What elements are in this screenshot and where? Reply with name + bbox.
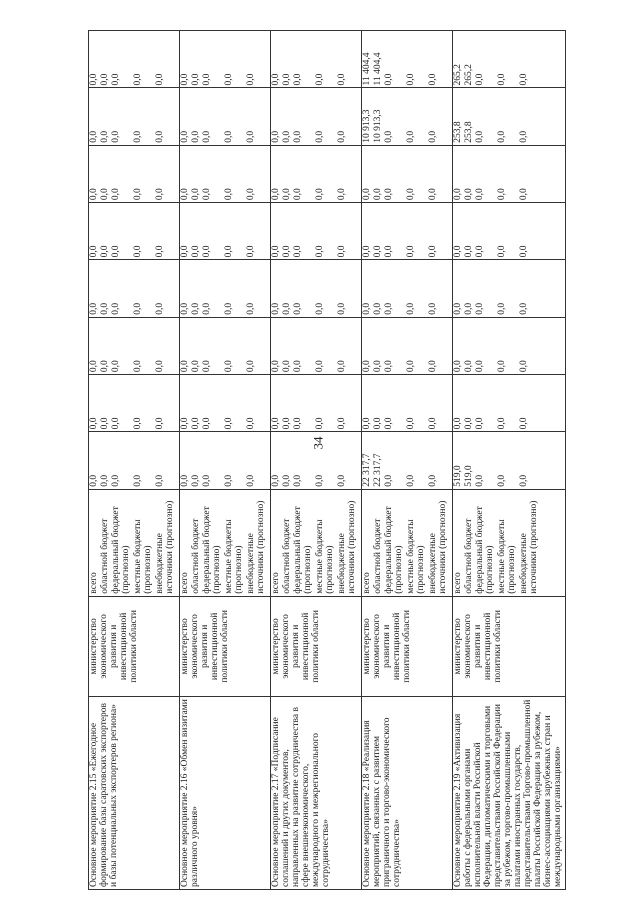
amount-value: 0,0: [282, 302, 292, 315]
amount-cell: [271, 317, 362, 374]
amount-value: 0,0: [111, 73, 121, 86]
amount-value: 0,0: [373, 302, 383, 315]
amount-value: 22 317,7: [362, 453, 372, 487]
funding-sources-cell: [89, 489, 180, 596]
amount-value: 0,0: [475, 474, 485, 487]
amount-value: 0,0: [100, 417, 110, 430]
amount-value: 0,0: [89, 417, 99, 430]
amount-cell: [180, 375, 271, 432]
amount-cell: [362, 31, 453, 88]
measure-name-cell: Основное мероприятие 2.19 «Активизация работы с федеральными органами исполнительной власти Российской Федерации, дипломатическими и торговыми представительствами Российской Федерации за рубежом, торгово-промышленными палатами иностранных государств, представительствами Торгово-промышленной палаты Российской Федерации за рубежом, бизнес-ассоциациями зарубежных стран и международными организациями»: [453, 697, 566, 890]
amount-cell: [180, 260, 271, 317]
amount-value: 0,0: [155, 245, 165, 258]
amount-value: 0,0: [519, 474, 529, 487]
amount-value: 0,0: [475, 245, 485, 258]
amount-cell: [453, 88, 566, 145]
page-number: 34: [310, 436, 326, 450]
amount-value: 0,0: [497, 73, 507, 86]
amount-value: 0,0: [133, 130, 143, 143]
amount-value: 0,0: [337, 130, 347, 143]
amount-value: 0,0: [475, 188, 485, 201]
amount-value: 0,0: [428, 360, 438, 373]
amount-value: 0,0: [224, 302, 234, 315]
amount-value: 0,0: [133, 188, 143, 201]
amount-value: 0,0: [497, 360, 507, 373]
amount-value: 0,0: [464, 245, 474, 258]
amount-value: 0,0: [475, 302, 485, 315]
funding-source-label: федеральный бюджет (прогнозно): [202, 506, 222, 594]
amount-value: 0,0: [497, 302, 507, 315]
amount-value: 0,0: [111, 360, 121, 373]
amount-value: 0,0: [246, 73, 256, 86]
amount-value: 0,0: [224, 245, 234, 258]
amount-value: 0,0: [497, 130, 507, 143]
amount-value: 0,0: [111, 188, 121, 201]
amount-value: 0,0: [384, 474, 394, 487]
funding-source-label: всего: [180, 572, 190, 594]
amount-value: 0,0: [406, 245, 416, 258]
amount-value: 0,0: [202, 360, 212, 373]
amount-cell: [271, 88, 362, 145]
amount-value: 0,0: [337, 302, 347, 315]
amount-value: 0,0: [271, 245, 281, 258]
amount-value: 10 913,3: [373, 109, 383, 143]
amount-value: 0,0: [180, 188, 190, 201]
amount-value: 0,0: [453, 245, 463, 258]
amount-value: 0,0: [384, 73, 394, 86]
amount-value: 0,0: [133, 474, 143, 487]
amount-value: 0,0: [293, 360, 303, 373]
funding-source-label: областной бюджет: [100, 518, 110, 594]
funding-source-label: всего: [362, 572, 372, 594]
amount-value: 0,0: [519, 188, 529, 201]
amount-value: 0,0: [293, 188, 303, 201]
amount-value: 0,0: [191, 245, 201, 258]
measure-name-cell: Основное мероприятие 2.16 «Обмен визитами различного уровня»: [180, 697, 271, 890]
amount-value: 0,0: [246, 474, 256, 487]
amount-value: 0,0: [293, 130, 303, 143]
amount-value: 0,0: [180, 73, 190, 86]
executor-cell: министерство экономического развития и инвестиционной политики области: [180, 596, 271, 696]
amount-value: 0,0: [428, 188, 438, 201]
amount-value: 0,0: [282, 360, 292, 373]
amount-value: 0,0: [428, 130, 438, 143]
amount-value: 0,0: [155, 130, 165, 143]
amount-value: 0,0: [384, 130, 394, 143]
table-row: [271, 31, 362, 890]
amount-value: 0,0: [406, 188, 416, 201]
amount-value: 0,0: [180, 474, 190, 487]
amount-value: 0,0: [337, 474, 347, 487]
amount-value: 0,0: [315, 417, 325, 430]
amount-value: 0,0: [406, 474, 416, 487]
amount-value: 0,0: [315, 188, 325, 201]
amount-value: 0,0: [155, 417, 165, 430]
amount-value: 0,0: [100, 130, 110, 143]
amount-value: 0,0: [133, 360, 143, 373]
amount-value: 253,8: [464, 121, 474, 143]
funding-source-label: местные бюджеты (прогнозно): [315, 519, 335, 594]
amount-value: 0,0: [362, 417, 372, 430]
table-viewport: [88, 30, 618, 890]
funding-source-label: федеральный бюджет (прогнозно): [111, 506, 131, 594]
amount-value: 0,0: [373, 360, 383, 373]
amount-value: 0,0: [428, 245, 438, 258]
amount-value: 0,0: [362, 245, 372, 258]
amount-value: 0,0: [180, 360, 190, 373]
amount-cell: [180, 88, 271, 145]
amount-cell: [180, 317, 271, 374]
amount-cell: [89, 432, 180, 489]
amount-value: 0,0: [271, 73, 281, 86]
amount-value: 0,0: [271, 130, 281, 143]
funding-source-label: областной бюджет: [191, 518, 201, 594]
amount-value: 0,0: [464, 360, 474, 373]
amount-value: 0,0: [337, 188, 347, 201]
amount-value: 0,0: [373, 417, 383, 430]
amount-value: 0,0: [519, 417, 529, 430]
amount-value: 0,0: [293, 474, 303, 487]
amount-value: 0,0: [180, 417, 190, 430]
amount-cell: [453, 317, 566, 374]
amount-value: 0,0: [475, 73, 485, 86]
amount-value: 0,0: [100, 474, 110, 487]
amount-value: 0,0: [191, 73, 201, 86]
amount-value: 0,0: [519, 245, 529, 258]
amount-value: 0,0: [224, 360, 234, 373]
amount-value: 0,0: [453, 417, 463, 430]
amount-value: 0,0: [337, 73, 347, 86]
amount-value: 0,0: [282, 188, 292, 201]
amount-cell: [89, 203, 180, 260]
amount-value: 0,0: [202, 73, 212, 86]
amount-value: 0,0: [111, 245, 121, 258]
table-row: [362, 31, 453, 890]
amount-value: 0,0: [246, 417, 256, 430]
amount-value: 0,0: [406, 302, 416, 315]
funding-source-label: федеральный бюджет (прогнозно): [384, 506, 404, 594]
amount-value: 0,0: [191, 188, 201, 201]
funding-source-label: местные бюджеты (прогнозно): [497, 519, 517, 594]
amount-value: 0,0: [89, 474, 99, 487]
amount-value: 0,0: [497, 245, 507, 258]
amount-value: 0,0: [475, 417, 485, 430]
amount-value: 0,0: [428, 474, 438, 487]
amount-cell: [453, 375, 566, 432]
funding-source-label: всего: [453, 572, 463, 594]
amount-value: 0,0: [282, 130, 292, 143]
amount-value: 0,0: [337, 417, 347, 430]
amount-cell: [362, 375, 453, 432]
amount-value: 0,0: [497, 417, 507, 430]
amount-value: 0,0: [202, 474, 212, 487]
amount-value: 265,2: [464, 64, 474, 86]
amount-value: 0,0: [133, 73, 143, 86]
amount-cell: [89, 88, 180, 145]
amount-value: 0,0: [100, 73, 110, 86]
amount-value: 0,0: [89, 245, 99, 258]
amount-value: 0,0: [497, 188, 507, 201]
amount-value: 0,0: [133, 417, 143, 430]
amount-value: 0,0: [89, 360, 99, 373]
amount-value: 0,0: [89, 73, 99, 86]
amount-value: 0,0: [155, 360, 165, 373]
amount-value: 0,0: [100, 245, 110, 258]
amount-value: 0,0: [111, 417, 121, 430]
amount-value: 0,0: [155, 474, 165, 487]
amount-value: 0,0: [293, 417, 303, 430]
funding-source-label: федеральный бюджет (прогнозно): [293, 506, 313, 594]
amount-value: 0,0: [224, 130, 234, 143]
amount-cell: [362, 432, 453, 489]
amount-value: 0,0: [453, 188, 463, 201]
amount-cell: [89, 317, 180, 374]
amount-value: 0,0: [246, 130, 256, 143]
funding-source-label: внебюджетные источники (прогнозно): [428, 500, 448, 594]
amount-value: 0,0: [202, 188, 212, 201]
amount-value: 0,0: [519, 302, 529, 315]
funding-source-label: всего: [271, 572, 281, 594]
amount-value: 0,0: [315, 245, 325, 258]
amount-value: 0,0: [362, 302, 372, 315]
executor-cell: министерство экономического развития и инвестиционной политики области: [453, 596, 566, 696]
measure-name-cell: Основное мероприятие 2.18 «Реализация мероприятий, связанных с развитием приграничного и торгово-экономического сотрудничества»: [362, 697, 453, 890]
amount-value: 0,0: [100, 188, 110, 201]
amount-value: 0,0: [519, 130, 529, 143]
amount-value: 0,0: [224, 73, 234, 86]
amount-cell: [180, 31, 271, 88]
amount-value: 0,0: [497, 474, 507, 487]
amount-value: 0,0: [89, 188, 99, 201]
executor-cell: министерство экономического развития и инвестиционной политики области: [362, 596, 453, 696]
funding-sources-cell: [180, 489, 271, 596]
funding-source-label: местные бюджеты (прогнозно): [406, 519, 426, 594]
amount-value: 0,0: [519, 73, 529, 86]
amount-value: 0,0: [202, 302, 212, 315]
amount-value: 0,0: [271, 474, 281, 487]
amount-cell: [180, 203, 271, 260]
funding-source-label: внебюджетные источники (прогнозно): [519, 500, 539, 594]
amount-value: 0,0: [475, 130, 485, 143]
amount-value: 253,8: [453, 121, 463, 143]
amount-value: 0,0: [271, 188, 281, 201]
amount-value: 0,0: [246, 245, 256, 258]
funding-source-label: внебюджетные источники (прогнозно): [337, 500, 357, 594]
amount-value: 0,0: [155, 188, 165, 201]
amount-value: 0,0: [246, 360, 256, 373]
amount-cell: [453, 31, 566, 88]
amount-value: 0,0: [155, 302, 165, 315]
amount-value: 0,0: [464, 188, 474, 201]
amount-value: 0,0: [202, 130, 212, 143]
amount-value: 0,0: [202, 245, 212, 258]
amount-value: 0,0: [384, 302, 394, 315]
amount-cell: [89, 375, 180, 432]
amount-value: 0,0: [282, 245, 292, 258]
amount-value: 0,0: [100, 360, 110, 373]
measure-name-cell: Основное мероприятие 2.17 «Подписание соглашений и других документов, направленных на развитие сотрудничества в сфере внешнеэкономического, международного и межрегионального сотрудничества»: [271, 697, 362, 890]
amount-value: 0,0: [224, 417, 234, 430]
amount-value: 0,0: [133, 302, 143, 315]
amount-value: 0,0: [246, 188, 256, 201]
amount-cell: [271, 145, 362, 202]
amount-value: 0,0: [373, 188, 383, 201]
amount-cell: [362, 145, 453, 202]
amount-cell: [271, 203, 362, 260]
amount-value: 519,0: [464, 465, 474, 487]
amount-value: 0,0: [428, 73, 438, 86]
funding-source-label: внебюджетные источники (прогнозно): [155, 500, 175, 594]
executor-cell: министерство экономического развития и инвестиционной политики области: [89, 596, 180, 696]
amount-cell: [89, 145, 180, 202]
amount-value: 0,0: [224, 474, 234, 487]
amount-value: 0,0: [293, 302, 303, 315]
amount-value: 0,0: [282, 73, 292, 86]
amount-value: 0,0: [111, 302, 121, 315]
amount-value: 0,0: [453, 360, 463, 373]
amount-cell: [89, 31, 180, 88]
amount-value: 11 404,4: [373, 52, 383, 86]
amount-cell: [180, 432, 271, 489]
amount-value: 0,0: [406, 73, 416, 86]
amount-value: 0,0: [271, 302, 281, 315]
amount-value: 0,0: [337, 245, 347, 258]
amount-value: 0,0: [428, 302, 438, 315]
amount-value: 0,0: [384, 360, 394, 373]
amount-value: 0,0: [315, 73, 325, 86]
funding-sources-cell: [453, 489, 566, 596]
amount-cell: [271, 31, 362, 88]
funding-sources-cell: [271, 489, 362, 596]
amount-value: 0,0: [111, 474, 121, 487]
amount-value: 0,0: [293, 73, 303, 86]
amount-value: 0,0: [89, 302, 99, 315]
amount-value: 0,0: [282, 474, 292, 487]
amount-cell: [271, 432, 362, 489]
amount-value: 0,0: [362, 188, 372, 201]
amount-value: 0,0: [246, 302, 256, 315]
amount-value: 0,0: [89, 130, 99, 143]
amount-value: 0,0: [100, 302, 110, 315]
amount-value: 0,0: [406, 130, 416, 143]
amount-value: 0,0: [337, 360, 347, 373]
amount-cell: [453, 203, 566, 260]
amount-value: 0,0: [191, 360, 201, 373]
amount-value: 22 317,7: [373, 453, 383, 487]
amount-cell: [271, 375, 362, 432]
amount-value: 10 913,3: [362, 109, 372, 143]
amount-value: 0,0: [191, 302, 201, 315]
amount-cell: [362, 203, 453, 260]
funding-source-label: областной бюджет: [373, 518, 383, 594]
amount-value: 0,0: [464, 302, 474, 315]
amount-value: 0,0: [180, 130, 190, 143]
amount-value: 0,0: [202, 417, 212, 430]
amount-value: 0,0: [406, 417, 416, 430]
funding-table: [88, 30, 566, 890]
funding-sources-cell: [362, 489, 453, 596]
amount-value: 0,0: [519, 360, 529, 373]
amount-cell: [453, 145, 566, 202]
amount-value: 11 404,4: [362, 52, 372, 86]
amount-value: 0,0: [155, 73, 165, 86]
table-row: [89, 31, 180, 890]
funding-table-body: [89, 31, 566, 890]
amount-cell: [362, 260, 453, 317]
amount-value: 0,0: [271, 417, 281, 430]
amount-value: 265,2: [453, 64, 463, 86]
amount-value: 0,0: [475, 360, 485, 373]
table-row: [180, 31, 271, 890]
rotated-table-container: [88, 30, 618, 890]
amount-value: 0,0: [282, 417, 292, 430]
amount-value: 0,0: [111, 130, 121, 143]
amount-cell: [453, 432, 566, 489]
amount-value: 0,0: [315, 302, 325, 315]
amount-cell: [271, 260, 362, 317]
amount-value: 0,0: [271, 360, 281, 373]
measure-name-cell: Основное мероприятие 2.15 «Ежегодное формирование базы саратовских экспортеров и базы потенциальных экспортеров региона»: [89, 697, 180, 890]
funding-source-label: местные бюджеты (прогнозно): [133, 519, 153, 594]
amount-value: 0,0: [191, 417, 201, 430]
amount-value: 0,0: [224, 188, 234, 201]
funding-source-label: всего: [89, 572, 99, 594]
amount-cell: [362, 317, 453, 374]
funding-source-label: областной бюджет: [464, 518, 474, 594]
amount-cell: [180, 145, 271, 202]
executor-cell: министерство экономического развития и инвестиционной политики области: [271, 596, 362, 696]
table-row: [453, 31, 566, 890]
amount-value: 0,0: [315, 130, 325, 143]
amount-value: 519,0: [453, 465, 463, 487]
amount-value: 0,0: [384, 245, 394, 258]
funding-source-label: областной бюджет: [282, 518, 292, 594]
funding-source-label: федеральный бюджет (прогнозно): [475, 506, 495, 594]
amount-value: 0,0: [293, 245, 303, 258]
amount-value: 0,0: [362, 360, 372, 373]
amount-cell: [89, 260, 180, 317]
amount-value: 0,0: [373, 245, 383, 258]
amount-value: 0,0: [453, 302, 463, 315]
amount-cell: [453, 260, 566, 317]
amount-value: 0,0: [191, 474, 201, 487]
amount-value: 0,0: [191, 130, 201, 143]
amount-value: 0,0: [315, 474, 325, 487]
funding-source-label: местные бюджеты (прогнозно): [224, 519, 244, 594]
amount-value: 0,0: [133, 245, 143, 258]
amount-value: 0,0: [180, 245, 190, 258]
amount-value: 0,0: [428, 417, 438, 430]
amount-value: 0,0: [180, 302, 190, 315]
amount-value: 0,0: [315, 360, 325, 373]
amount-value: 0,0: [384, 188, 394, 201]
amount-value: 0,0: [384, 417, 394, 430]
funding-source-label: внебюджетные источники (прогнозно): [246, 500, 266, 594]
amount-value: 0,0: [406, 360, 416, 373]
amount-cell: [362, 88, 453, 145]
amount-value: 0,0: [464, 417, 474, 430]
